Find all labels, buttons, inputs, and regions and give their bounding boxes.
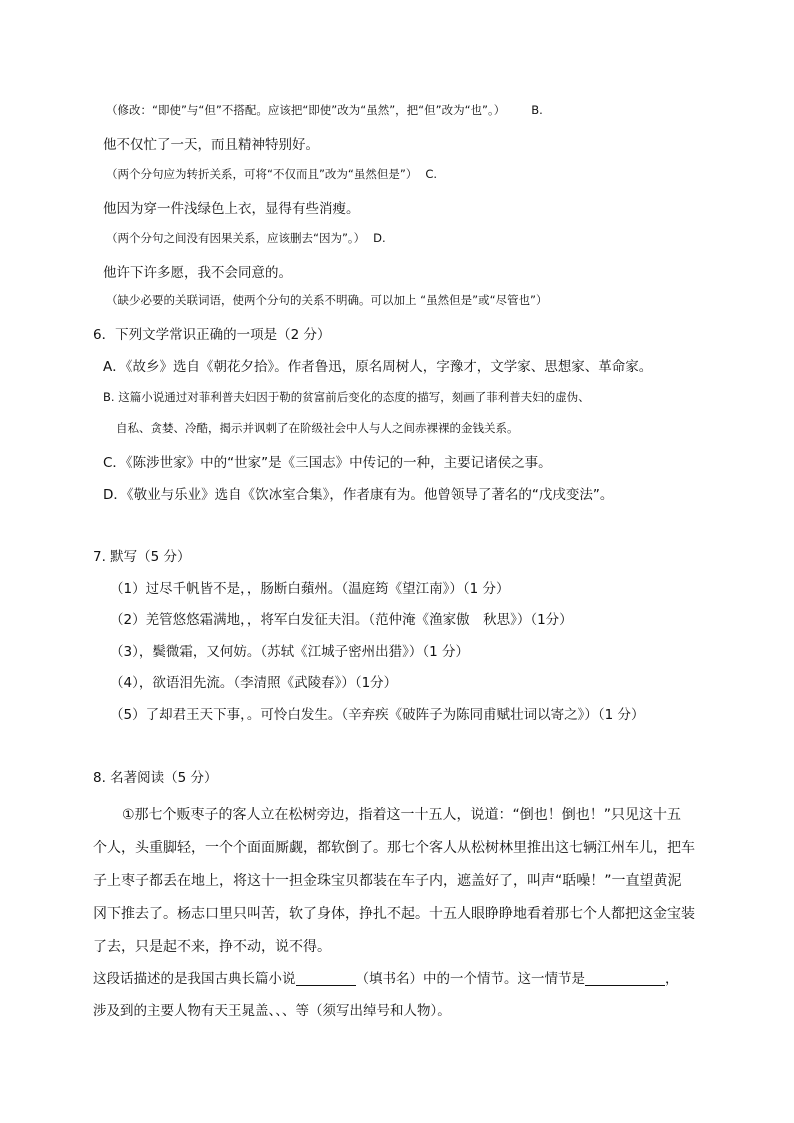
q5-label-c: C. — [425, 167, 438, 181]
q8-question-line-1 — [93, 967, 679, 987]
q8-question-part-3: ， — [665, 971, 679, 987]
q5-sentence-d: 他许下许多愿，我不会同意的。 — [103, 265, 292, 281]
q6-title: 6．下列文学常识正确的一项是（2 分） — [93, 327, 331, 343]
q8-question-line-2: 涉及到的主要人物有天王晁盖、、、等（须写出绰号和人物）。 — [93, 1003, 451, 1019]
q7-item-4: （4），欲语泪先流。（李清照《武陵春》）（1分） — [110, 675, 398, 691]
q7-item-3: （3），鬓微霜，又何妨。（苏轼《江城子密州出猎》）（1 分） — [110, 644, 469, 660]
q6-option-d: D．《敬业与乐业》选自《饮冰室合集》，作者康有为。他曾领导了著名的“戊戌变法”。 — [103, 487, 614, 503]
q5-sentence-c: 他因为穿一件浅绿色上衣，显得有些消瘦。 — [103, 201, 360, 217]
q5-label-d: D. — [373, 231, 386, 245]
q6-option-a: A．《故乡》选自《朝花夕拾》。作者鲁迅，原名周树人，字豫才，文学家、思想家、革命家。 — [103, 359, 653, 375]
q5-note-b — [106, 166, 437, 182]
q5-note-b-text: （两个分句应为转折关系，可将“不仅而且”改为“虽然但是”） — [106, 167, 418, 181]
book-title-blank[interactable] — [296, 971, 356, 986]
q7-item-5: （5）了却君王天下事，。可怜白发生。（辛弃疾《破阵子为陈同甫赋壮词以寄之》）（1 分） — [110, 707, 645, 723]
q6-option-b-line1: B. 这篇小说通过对菲利普夫妇因于勒的贫富前后变化的态度的描写，刻画了菲利普夫妇的虚伪、 — [103, 390, 590, 404]
q5-note-c-text: （两个分句之间没有因果关系，应该删去“因为”。） — [106, 231, 366, 245]
q5-note-a-text: （修改：“即使”与“但”不搭配。应该把“即使”改为“虽然”，把“但”改为“也”。） — [106, 103, 506, 117]
q8-passage-line-2: 个人，头重脚轻，一个个面面厮觑，都软倒了。那七个客人从松树林里推出这七辆江州车儿，把车 — [93, 840, 695, 856]
q8-question-part-1: 这段话描述的是我国古典长篇小说 — [93, 971, 296, 987]
episode-blank[interactable] — [585, 971, 665, 986]
q8-passage-line-5: 了去，只是起不来，挣不动，说不得。 — [93, 939, 331, 955]
q5-note-a — [106, 102, 543, 118]
q8-title: 8. 名著阅读（5 分） — [93, 770, 218, 786]
q8-passage-line-3: 子上枣子都丢在地上，将这十一担金珠宝贝都装在车子内，遮盖好了，叫声“聒噪！”一直望黄泥 — [93, 873, 682, 889]
q5-note-d: （缺少必要的关联词语，使两个分句的关系不明确。可以加上 “虽然但是”或“尽管也”） — [106, 293, 548, 307]
q7-item-2: （2）羌管悠悠霜满地，，将军白发征夫泪。（范仲淹《渔家傲 秋思》）（1分） — [110, 612, 573, 628]
q5-label-b: B. — [531, 103, 543, 117]
q5-note-c — [106, 230, 386, 246]
q7-title: 7. 默写（5 分） — [93, 549, 191, 565]
q8-question-part-2: （填书名）中的一个情节。这一情节是 — [355, 971, 585, 987]
q6-option-c: C．《陈涉世家》中的“世家”是《三国志》中传记的一种，主要记诸侯之事。 — [103, 455, 552, 471]
q8-passage-line-1: ①那七个贩枣子的客人立在松树旁边，指着这一十五人，说道：“倒也！倒也！”只见这十五 — [122, 807, 682, 823]
q5-sentence-b: 他不仅忙了一天，而且精神特别好。 — [103, 137, 319, 153]
q8-passage-line-4: 冈下推去了。杨志口里只叫苦，软了身体，挣扎不起。十五人眼睁睁地看着那七个人都把这金宝装 — [93, 906, 695, 922]
q6-option-b-line2: 自私、贪婪、冷酷，揭示并讽刺了在阶级社会中人与人之间赤裸裸的金钱关系。 — [116, 421, 519, 435]
q7-item-1: （1）过尽千帆皆不是，，肠断白蘋州。（温庭筠《望江南》）（1 分） — [110, 581, 510, 597]
